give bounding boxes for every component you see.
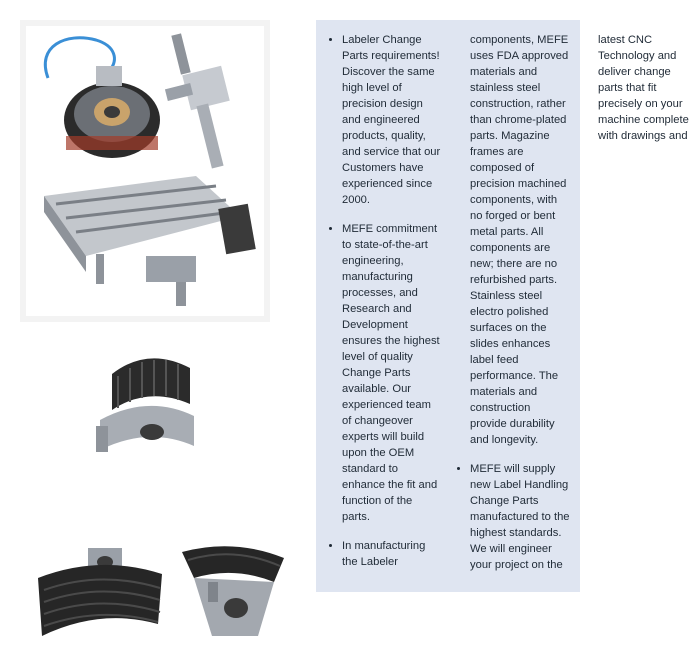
bullet-requirements: • Labeler Change Parts requirements! Discover the same high level of precision design and engineered products, quality, and service that our Customers have experienced since 2000. bbox=[342, 32, 442, 208]
labeler-parts-photo bbox=[26, 26, 264, 316]
gripper-assembly-image bbox=[45, 38, 160, 158]
bullet-commitment: • MEFE commitment to state-of-the-art engineering, manufacturing processes, and Research and Development ensures the highest level of quality Change Parts available. Our experienced team of changeover experts will build upon the OEM standard to enhance the fit and function of the parts. bbox=[342, 221, 442, 525]
segment-pad-left-image bbox=[30, 544, 170, 644]
segment-pad-right-image bbox=[178, 538, 288, 642]
product-photo-frame bbox=[20, 20, 270, 322]
vacuum-pad-image bbox=[94, 346, 202, 456]
bullet-manufacturing: • In manufacturing the Labeler components, MEFE uses FDA approved materials and stainless steel construction, rather than chrome-plated parts. Magazine frames are composed of precision machined components, with no forged or bent metal parts. All components are new; there are no refurbished parts. Stainless steel electro polished surfaces on the slides enhances label feed performance. The materials and construction provide durability and longevity. bbox=[342, 32, 570, 582]
shaft-assembly-image bbox=[165, 33, 230, 168]
description-columns bbox=[326, 32, 689, 582]
magazine-frame-image bbox=[44, 176, 256, 306]
bullet-supply: • MEFE will supply new Label Handling Change Parts manufactured to the highest standards. We will engineer your project on the latest CNC Technology and deliver change parts that fit precisely on your machine complete with drawings and bbox=[470, 32, 698, 582]
description-bullets bbox=[326, 32, 698, 582]
product-photo-inner bbox=[26, 26, 264, 316]
description-panel bbox=[316, 20, 689, 592]
